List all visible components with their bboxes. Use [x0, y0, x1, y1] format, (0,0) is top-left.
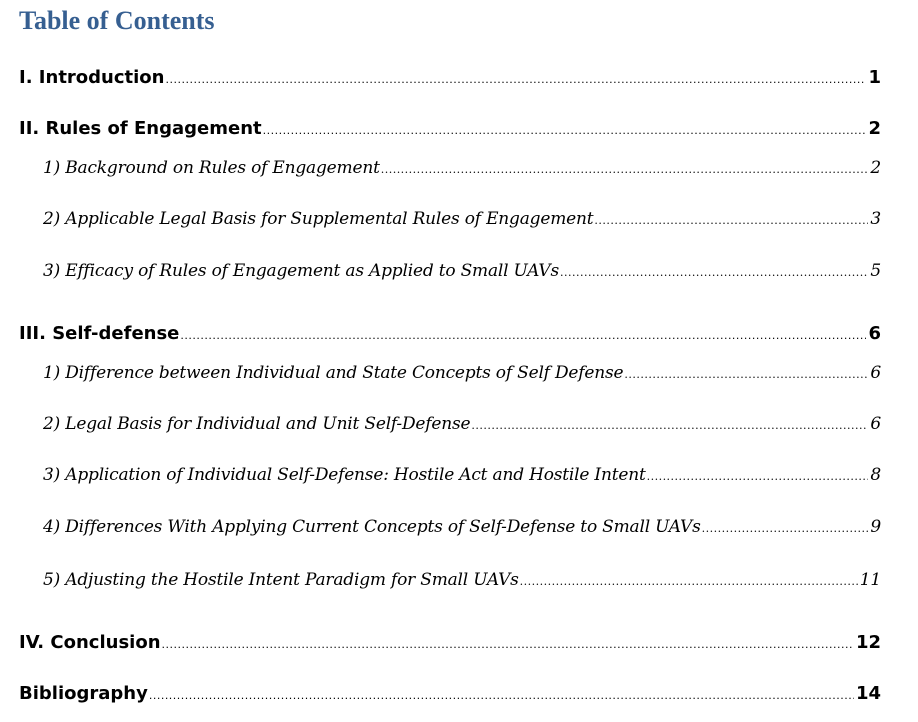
toc-entry-page-number: 2 — [870, 158, 881, 178]
toc-entry-page-number: 11 — [859, 570, 881, 590]
toc-entry-individual-vs-state-self-defense[interactable] — [43, 361, 881, 387]
toc-entry-label: IV. Conclusion — [19, 632, 161, 653]
toc-entry-bibliography[interactable] — [19, 682, 881, 708]
toc-title: Table of Contents — [19, 6, 215, 35]
toc-entry-label: I. Introduction — [19, 67, 165, 88]
toc-entry-label: 3) Application of Individual Self-Defense: Hostile Act and Hostile Intent — [43, 465, 646, 485]
toc-entry-label: 1) Background on Rules of Engagement — [43, 158, 380, 178]
toc-entry-page-number: 8 — [870, 465, 881, 485]
toc-entry-hostile-act-intent[interactable] — [43, 463, 881, 489]
toc-entry-page-number: 5 — [870, 261, 881, 281]
toc-entry-self-defense[interactable] — [19, 322, 881, 348]
dot-leader — [624, 363, 868, 387]
toc-entry-label: III. Self-defense — [19, 323, 180, 344]
toc-entry-page-number: 1 — [868, 67, 881, 88]
toc-entry-background-roe[interactable] — [43, 156, 881, 182]
toc-entry-label: 4) Differences With Applying Current Concepts of Self-Defense to Small UAVs — [43, 517, 701, 537]
toc-entry-label: 5) Adjusting the Hostile Intent Paradigm for Small UAVs — [43, 570, 519, 590]
toc-entry-page-number: 9 — [870, 517, 881, 537]
dot-leader — [263, 119, 867, 143]
toc-entry-introduction[interactable] — [19, 66, 881, 92]
toc-entry-page-number: 12 — [855, 632, 881, 653]
toc-entry-legal-basis-unit-self-defense[interactable] — [43, 412, 881, 438]
toc-entry-efficacy-roe-small-uavs[interactable] — [43, 259, 881, 285]
dot-leader — [149, 684, 854, 708]
toc-entry-self-defense-small-uavs[interactable] — [43, 515, 881, 541]
dot-leader — [594, 209, 868, 233]
toc-entry-label: 2) Applicable Legal Basis for Supplemental Rules of Engagement — [43, 209, 594, 229]
toc-entry-label: II. Rules of Engagement — [19, 118, 262, 139]
toc-entry-page-number: 3 — [870, 209, 881, 229]
toc-entry-page-number: 6 — [870, 363, 881, 383]
dot-leader — [520, 570, 858, 594]
toc-entry-hostile-intent-paradigm[interactable] — [43, 568, 881, 594]
toc-entry-page-number: 2 — [868, 118, 881, 139]
toc-entry-label: 1) Difference between Individual and State Concepts of Self Defense — [43, 363, 624, 383]
dot-leader — [560, 261, 868, 285]
toc-entry-conclusion[interactable] — [19, 631, 881, 657]
toc-entry-page-number: 14 — [855, 683, 881, 704]
toc-entry-page-number: 6 — [868, 323, 881, 344]
dot-leader — [166, 68, 867, 92]
dot-leader — [162, 633, 854, 657]
toc-entry-label: 3) Efficacy of Rules of Engagement as Applied to Small UAVs — [43, 261, 559, 281]
toc-entry-label: 2) Legal Basis for Individual and Unit Self-Defense — [43, 414, 471, 434]
toc-entry-legal-basis-supplemental-roe[interactable] — [43, 207, 881, 233]
dot-leader — [381, 158, 869, 182]
toc-entry-rules-of-engagement[interactable] — [19, 117, 881, 143]
dot-leader — [471, 414, 868, 438]
toc-entry-label: Bibliography — [19, 683, 148, 704]
dot-leader — [702, 517, 869, 541]
dot-leader — [180, 324, 866, 348]
dot-leader — [647, 465, 869, 489]
toc-entry-page-number: 6 — [870, 414, 881, 434]
